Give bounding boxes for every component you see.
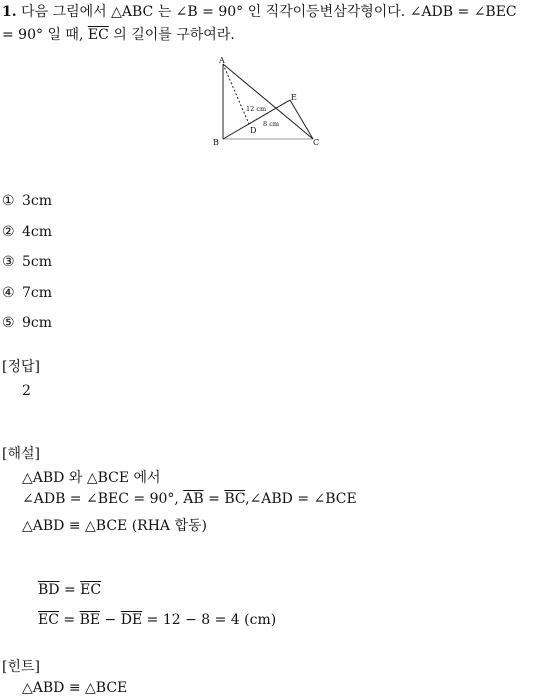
question-tail: 의 길이를 구하여라.: [108, 27, 235, 43]
solution-line-5-eq1: =: [58, 612, 80, 628]
choice-2-text: 4cm: [22, 224, 53, 240]
solution-line-5: [38, 612, 276, 628]
segment-de: $\overline{DE}$: [120, 612, 143, 628]
solution-line-2: [22, 491, 357, 507]
label-12cm: 12 cm: [246, 105, 267, 113]
segment-be: $\overline{BE}$: [79, 612, 101, 628]
choice-4-mark: ④: [2, 285, 15, 301]
label-a: A: [219, 56, 225, 65]
choice-1[interactable]: [2, 193, 52, 209]
answer-value: 2: [22, 383, 31, 399]
choice-4-text: 7cm: [22, 285, 53, 301]
choice-5-mark: ⑤: [2, 315, 15, 331]
label-d: D: [250, 126, 257, 135]
segment-ec-line: [290, 100, 313, 139]
solution-line-5-minus: −: [100, 612, 121, 628]
choice-5[interactable]: [2, 315, 52, 331]
segment-bc: $\overline{BC}$: [224, 491, 246, 507]
choice-1-text: 3cm: [22, 193, 53, 209]
solution-line-2-post: ,∠ABD = ∠BCE: [245, 491, 357, 507]
choice-3-text: 5cm: [22, 254, 53, 270]
label-b: B: [213, 138, 219, 147]
solution-line-3: △ABD ≡ △BCE (RHA 합동): [22, 518, 207, 534]
choice-2-mark: ②: [2, 224, 15, 240]
segment-ab: $\overline{AB}$: [183, 491, 204, 507]
segment-ec-3: $\overline{EC}$: [38, 612, 59, 628]
segment-ec-2: $\overline{EC}$: [80, 582, 102, 598]
choice-1-mark: ①: [2, 193, 15, 209]
solution-heading: [해설]: [2, 446, 40, 462]
question-number: 1.: [2, 4, 17, 20]
label-e: E: [291, 93, 297, 102]
segment-ec: $\overline{EC}$: [87, 27, 109, 43]
choice-2[interactable]: [2, 224, 52, 240]
solution-line-5-result: = 12 − 8 = 4 (cm): [142, 612, 277, 628]
hint-line-1: △ABD ≡ △BCE: [22, 680, 128, 696]
segment-ad: [223, 64, 249, 124]
segment-bd: $\overline{BD}$: [38, 582, 60, 598]
question-text: [2, 1, 532, 47]
solution-line-1: △ABD 와 △BCE 에서: [22, 470, 161, 486]
triangle-figure: [210, 54, 330, 150]
hint-heading: [힌트]: [2, 659, 40, 675]
solution-line-2-eq: =: [203, 491, 225, 507]
choice-4[interactable]: [2, 285, 52, 301]
label-c: C: [313, 138, 320, 147]
question-body: 다음 그림에서 △ABC 는 ∠B = 90° 인 직각이등변삼각형이다. ∠ADB = ∠BEC = 90° 일 때,: [2, 4, 517, 43]
solution-line-4-eq: =: [59, 582, 81, 598]
choice-3-mark: ③: [2, 254, 15, 270]
answer-heading: [정답]: [2, 359, 40, 375]
choice-5-text: 9cm: [22, 315, 53, 331]
solution-line-2-pre: ∠ADB = ∠BEC = 90°,: [22, 491, 184, 507]
label-8cm: 8 cm: [263, 120, 280, 128]
choice-3[interactable]: [2, 254, 52, 270]
solution-line-4: [38, 582, 101, 598]
